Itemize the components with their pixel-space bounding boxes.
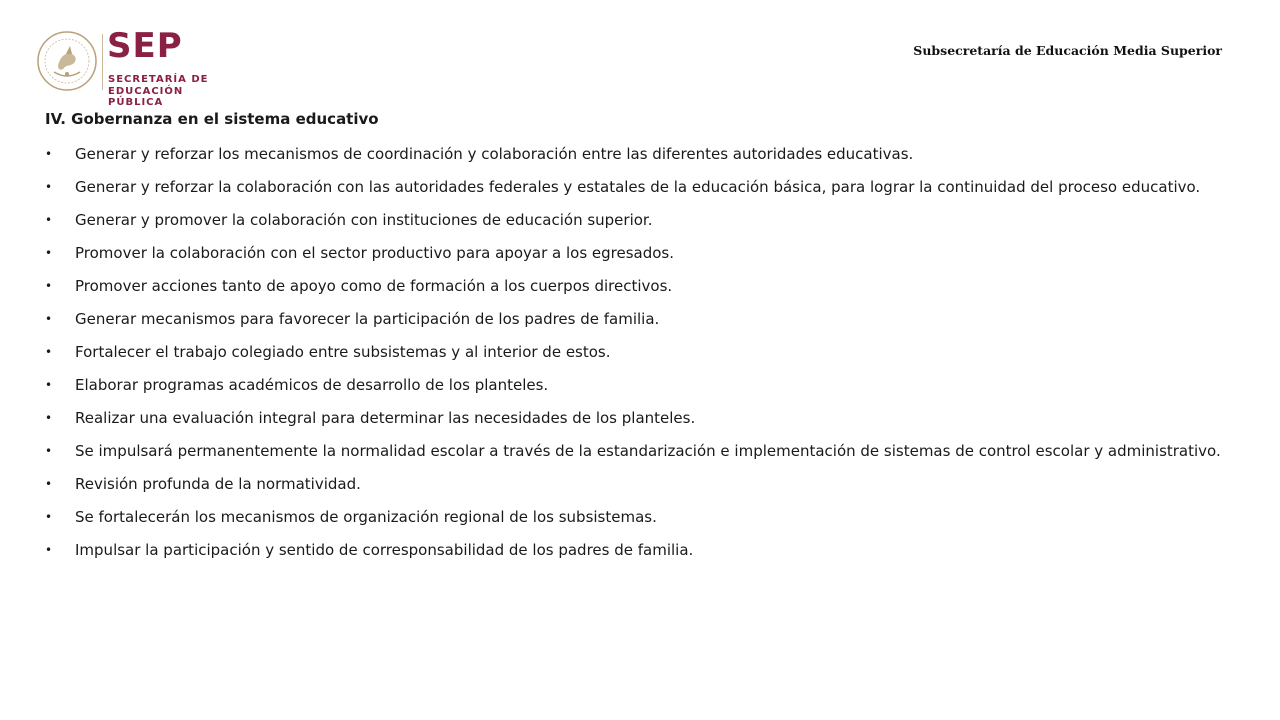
national-seal-icon (36, 30, 98, 92)
list-item-text: Fortalecer el trabajo colegiado entre subsistemas y al interior de estos. (75, 343, 611, 361)
bullet-icon: • (45, 147, 53, 161)
bullet-icon: • (45, 246, 53, 260)
bullet-icon: • (45, 213, 53, 227)
list-item-text: Promover acciones tanto de apoyo como de formación a los cuerpos directivos. (75, 277, 673, 295)
brand-subtitle-line2: EDUCACIÓN PÚBLICA (108, 86, 184, 108)
list-item (45, 539, 1223, 561)
bullet-icon: • (45, 312, 53, 326)
list-item-text: Revisión profunda de la normatividad. (75, 475, 361, 493)
list-item (45, 506, 1223, 528)
bullet-list (45, 143, 1223, 561)
bullet-icon: • (45, 345, 53, 359)
page-header (0, 0, 1280, 108)
list-item-text: Promover la colaboración con el sector productivo para apoyar a los egresados. (75, 244, 675, 262)
brand-subtitle-line1: SECRETARÍA DE (108, 74, 209, 85)
subsecretaria-title: Subsecretaría de Educación Media Superior (913, 43, 1222, 58)
list-item-text: Impulsar la participación y sentido de corresponsabilidad de los padres de familia. (75, 541, 694, 559)
list-item-text: Se fortalecerán los mecanismos de organización regional de los subsistemas. (75, 508, 657, 526)
list-item-text: Generar y reforzar los mecanismos de coordinación y colaboración entre las diferentes autoridades educativas. (75, 145, 914, 163)
bullet-icon: • (45, 180, 53, 194)
list-item-text: Se impulsará permanentemente la normalidad escolar a través de la estandarización e implementación de sistemas de control escolar y administrativo. (75, 442, 1221, 460)
list-item (45, 209, 1223, 231)
logo-divider (102, 34, 103, 90)
list-item (45, 176, 1223, 198)
list-item (45, 341, 1223, 363)
list-item (45, 308, 1223, 330)
list-item (45, 143, 1223, 165)
bullet-icon: • (45, 543, 53, 557)
slide-content (45, 108, 1223, 572)
list-item-text: Generar y reforzar la colaboración con las autoridades federales y estatales de la educación básica, para lograr la continuidad del proceso educativo. (75, 178, 1201, 196)
list-item (45, 275, 1223, 297)
bullet-icon: • (45, 279, 53, 293)
bullet-icon: • (45, 378, 53, 392)
list-item (45, 374, 1223, 396)
bullet-icon: • (45, 510, 53, 524)
list-item-text: Generar y promover la colaboración con instituciones de educación superior. (75, 211, 653, 229)
list-item (45, 407, 1223, 429)
bullet-icon: • (45, 444, 53, 458)
section-title: IV. Gobernanza en el sistema educativo (45, 110, 379, 128)
list-item-text: Generar mecanismos para favorecer la participación de los padres de familia. (75, 310, 660, 328)
list-item-text: Elaborar programas académicos de desarrollo de los planteles. (75, 376, 549, 394)
sep-logo (36, 26, 226, 108)
bullet-icon: • (45, 411, 53, 425)
list-item (45, 473, 1223, 495)
list-item (45, 440, 1223, 462)
brand-name: SEP (107, 26, 183, 66)
list-item-text: Realizar una evaluación integral para determinar las necesidades de los planteles. (75, 409, 696, 427)
list-item (45, 242, 1223, 264)
bullet-icon: • (45, 477, 53, 491)
